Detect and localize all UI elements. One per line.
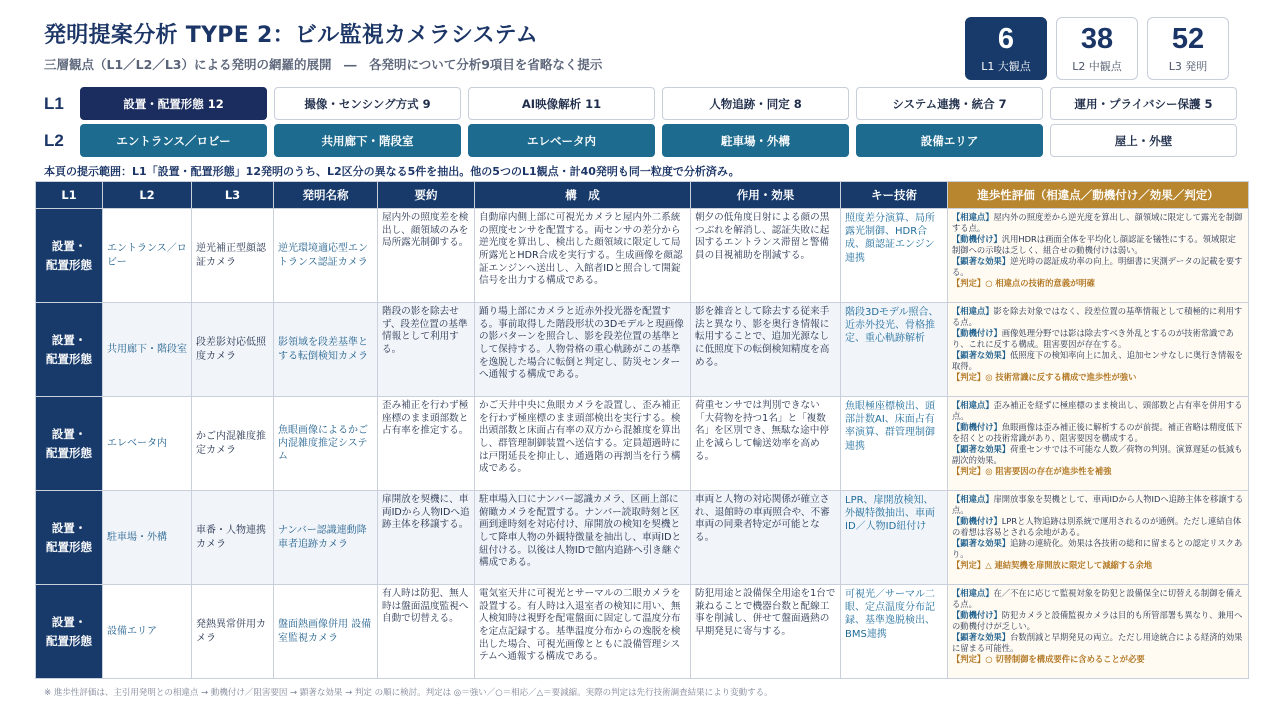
cell-l3: 車番・人物連携カメラ (192, 491, 274, 585)
eval-difference-key: 【相違点】 (952, 306, 994, 316)
stat-l1-card (965, 17, 1047, 80)
cell-invention-name: ナンバー認識連動降車者追跡カメラ (274, 491, 378, 585)
col-header-tech: キー技術 (841, 182, 948, 209)
cell-l2: エレベータ内 (103, 397, 192, 491)
l2-chip-equipment[interactable]: 設備エリア (856, 124, 1043, 157)
eval-motivation-key: 【動機付け】 (952, 609, 1002, 620)
table-row (36, 491, 1249, 585)
col-header-l1: L1 (36, 182, 103, 209)
cell-key-tech: 照度差分演算、局所露光制御、HDR合成、顔認証エンジン連携 (841, 209, 948, 303)
table-row (36, 585, 1249, 679)
eval-effect-text: 追跡の連続化。効果は各技術の総和に留まるとの認定リスクあり。 (952, 537, 1243, 559)
stat-l3-number: 52 (1171, 23, 1205, 55)
cell-l3: 逆光補正型顔認証カメラ (192, 209, 274, 303)
eval-verdict: 【判定】◎ 技術常識に反する構成で進歩性が強い (952, 371, 1137, 382)
l2-chip-corridor[interactable]: 共用廊下・階段室 (274, 124, 461, 157)
cell-l1: 設置・ 配置形態 (36, 303, 103, 397)
cell-l1: 設置・ 配置形態 (36, 585, 103, 679)
table-row (36, 397, 1249, 491)
col-header-l2: L2 (103, 182, 192, 209)
eval-effect (952, 256, 1244, 278)
eval-difference (952, 494, 1244, 516)
eval-effect-key: 【顕著な効果】 (952, 537, 1011, 548)
l2-chip-entrance[interactable]: エントランス／ロビー (80, 124, 267, 157)
l1-chip-integration[interactable]: システム連携・統合 7 (856, 87, 1043, 120)
table-header-row (36, 182, 1249, 209)
l1-chip-row (80, 87, 1237, 120)
cell-effect: 防犯用途と設備保全用途を1台で兼ねることで機器台数と配線工事を削減し、併せて盤面過熱の早期発見に寄与する。 (691, 585, 841, 679)
eval-motivation-key: 【動機付け】 (952, 327, 1002, 338)
cell-evaluation (948, 585, 1249, 679)
cell-key-tech: 階段3Dモデル照合、近赤外投光、骨格推定、重心軌跡解析 (841, 303, 948, 397)
l2-chip-parking[interactable]: 駐車場・外構 (662, 124, 849, 157)
eval-difference-text: 影を除去対象ではなく、段差位置の基準情報として積極的に利用する点。 (952, 306, 1243, 327)
cell-l2: 設備エリア (103, 585, 192, 679)
eval-difference (952, 212, 1244, 234)
table-row (36, 209, 1249, 303)
l2-row-label: L2 (44, 131, 64, 150)
eval-effect-text: 低照度下の検知率向上に加え、追加センサなしに奥行き情報を取得。 (952, 349, 1243, 371)
eval-difference-text: 在／不在に応じて監視対象を防犯と設備保全に切替える制御を備える点。 (952, 588, 1243, 609)
footnote: ※ 進歩性評価は、主引用発明との相違点 → 動機付け／阻害要因 → 顕著な効果 → 判定 の順に検討。判定は ◎＝強い／○＝相応／△＝要減縮。実際の判定は先行技術調査結果により変動する。 (44, 688, 773, 698)
cell-evaluation (948, 303, 1249, 397)
eval-motivation-text: 画像処理分野では影は除去すべき外乱とするのが技術常識であり、これに反する構成。阻害要因が存在する。 (952, 327, 1234, 349)
cell-summary: 歪み補正を行わず極座標のまま頭部数と占有率を推定する。 (378, 397, 475, 491)
eval-difference (952, 306, 1244, 328)
eval-difference-key: 【相違点】 (952, 494, 994, 504)
l2-chip-rooftop[interactable]: 屋上・外壁 (1050, 124, 1237, 157)
cell-evaluation (948, 209, 1249, 303)
l1-chip-privacy[interactable]: 運用・プライバシー保護 5 (1050, 87, 1237, 120)
cell-l3: 発熱異常併用カメラ (192, 585, 274, 679)
eval-difference-text: 歪み補正を経ずに極座標のまま検出し、頭部数と占有率を併用する点。 (952, 400, 1243, 421)
page-subtitle: 三層観点（L1／L2／L3）による発明の網羅的展開 ― 各発明について分析9項目を省略なく提示 (44, 57, 603, 72)
cell-summary: 階段の影を除去せず、段差位置の基準情報として利用する。 (378, 303, 475, 397)
eval-motivation-key: 【動機付け】 (952, 515, 1002, 526)
cell-key-tech: 魚眼極座標検出、頭部計数AI、床面占有率演算、群管理制御連携 (841, 397, 948, 491)
cell-summary: 有人時は防犯、無人時は盤面温度監視へ自動で切替える。 (378, 585, 475, 679)
cell-evaluation (948, 397, 1249, 491)
eval-difference-text: 屋内外の照度差から逆光度を算出し、顔領域に限定して露光を制御する点。 (952, 212, 1243, 233)
l2-chip-elevator[interactable]: エレベータ内 (468, 124, 655, 157)
eval-effect-key: 【顕著な効果】 (952, 631, 1011, 642)
eval-effect-key: 【顕著な効果】 (952, 443, 1011, 454)
cell-effect: 朝夕の低角度日射による顔の黒つぶれを解消し、認証失敗に起因するエントランス滞留と警備員の目視補助を削減する。 (691, 209, 841, 303)
cell-configuration: 踊り場上部にカメラと近赤外投光器を配置する。事前取得した階段形状の3Dモデルと現画像の影パターンを照合し、影を段差位置の基準として保持する。人物骨格の重心軌跡がこの基準を逸脱した場合に転倒と判定し、防災センターへ通報する構成である。 (475, 303, 691, 397)
cell-invention-name: 影領域を段差基準とする転倒検知カメラ (274, 303, 378, 397)
analysis-table (35, 181, 1249, 679)
eval-motivation-key: 【動機付け】 (952, 233, 1002, 244)
eval-effect-key: 【顕著な効果】 (952, 255, 1011, 266)
l1-chip-ai-analysis[interactable]: AI映像解析 11 (468, 87, 655, 120)
eval-verdict: 【判定】○ 切替制御を構成要件に含めることが必要 (952, 653, 1145, 664)
cell-l2: エントランス／ロビー (103, 209, 192, 303)
cell-l2: 共用廊下・階段室 (103, 303, 192, 397)
l1-chip-imaging[interactable]: 撮像・センシング方式 9 (274, 87, 461, 120)
cell-invention-name: 逆光環境適応型エントランス認証カメラ (274, 209, 378, 303)
eval-motivation (952, 328, 1244, 350)
cell-l3: 段差影対応低照度カメラ (192, 303, 274, 397)
eval-effect-key: 【顕著な効果】 (952, 349, 1011, 360)
cell-l1: 設置・ 配置形態 (36, 491, 103, 585)
eval-motivation (952, 234, 1244, 256)
page-title: 発明提案分析 TYPE 2：ビル監視カメラシステム (44, 23, 539, 48)
eval-motivation-text: LPRと人物追跡は別系統で運用されるのが通例。ただし連結自体の着想は容易とされる余地がある。 (952, 515, 1242, 537)
eval-difference-key: 【相違点】 (952, 212, 994, 222)
cell-l1: 設置・ 配置形態 (36, 209, 103, 303)
l1-chip-tracking[interactable]: 人物追跡・同定 8 (662, 87, 849, 120)
cell-key-tech: 可視光／サーマル二眼、定点温度分布記録、基準逸脱検出、BMS連携 (841, 585, 948, 679)
cell-summary: 屋内外の照度差を検出し、顔領域のみを局所露光制御する。 (378, 209, 475, 303)
cell-configuration: 駐車場入口にナンバー認識カメラ、区画上部に俯瞰カメラを配置する。ナンバー読取時刻と区画到達時刻を対応付け、扉開放の検知を契機として降車人物の外観特徴量を抽出し、車両IDと紐付ける。以後は人物IDで館内追跡へ引き継ぐ構成である。 (475, 491, 691, 585)
cell-l2: 駐車場・外構 (103, 491, 192, 585)
eval-difference-text: 扉開放事象を契機として、車両IDから人物IDへ追跡主体を移譲する点。 (952, 494, 1244, 515)
eval-effect (952, 538, 1244, 560)
eval-difference-key: 【相違点】 (952, 588, 994, 598)
cell-configuration: かご天井中央に魚眼カメラを設置し、歪み補正を行わず極座標のまま頭部検出を実行する。検出頭部数と床面占有率の双方から混雑度を算出し、群管理制御装置へ送信する。定員超過時には戸閉延長を抑止し、通過階の再割当を行う構成である。 (475, 397, 691, 491)
l1-row-label: L1 (44, 94, 64, 113)
cell-l3: かご内混雑度推定カメラ (192, 397, 274, 491)
stat-l3-card (1147, 17, 1229, 80)
cell-effect: 影を雑音として除去する従来手法と異なり、影を奥行き情報に転用することで、追加光源なしに低照度下の転倒検知精度を高める。 (691, 303, 841, 397)
l2-chip-row (80, 124, 1237, 157)
eval-motivation-text: 魚眼画像は歪み補正後に解析するのが前提。補正省略は精度低下を招くとの技術常識があり、阻害要因を構成する。 (952, 421, 1243, 443)
stat-l3-label: L3 発明 (1168, 60, 1208, 73)
eval-motivation (952, 422, 1244, 444)
stat-l2-label: L2 中観点 (1072, 60, 1122, 73)
cell-summary: 扉開放を契機に、車両IDから人物IDへ追跡主体を移譲する。 (378, 491, 475, 585)
eval-verdict: 【判定】◎ 阻害要因の存在が進歩性を補強 (952, 465, 1112, 476)
eval-motivation (952, 610, 1244, 632)
cell-effect: 荷重センサでは判別できない「大荷物を持つ1名」と「複数名」を区別でき、無駄な途中停止を減らして輸送効率を高める。 (691, 397, 841, 491)
cell-invention-name: 盤面熱画像併用 設備室監視カメラ (274, 585, 378, 679)
eval-effect (952, 632, 1244, 654)
eval-difference (952, 400, 1244, 422)
table-row (36, 303, 1249, 397)
eval-motivation (952, 516, 1244, 538)
col-header-name: 発明名称 (274, 182, 378, 209)
eval-effect (952, 444, 1244, 466)
eval-effect-text: 荷重センサでは不可能な人数／荷物の判別。演算遅延の低減も副次的効果。 (952, 443, 1243, 465)
cell-effect: 車両と人物の対応関係が確立され、退館時の車両照合や、不審車両の同乗者特定が可能となる。 (691, 491, 841, 585)
stat-l2-number: 38 (1080, 23, 1114, 55)
eval-verdict: 【判定】○ 相違点の技術的意義が明確 (952, 277, 1095, 288)
eval-motivation-text: 汎用HDRは画面全体を平均化し顔認証を犠牲にする。領域限定制御への示唆は乏しく、組合せの動機付けは弱い。 (952, 233, 1236, 255)
eval-effect (952, 350, 1244, 372)
col-header-config: 構 成 (475, 182, 691, 209)
eval-difference (952, 588, 1244, 610)
stat-l1-number: 6 (997, 23, 1015, 55)
cell-invention-name: 魚眼画像によるかご内混雑度推定システム (274, 397, 378, 491)
col-header-summary: 要約 (378, 182, 475, 209)
scope-note: 本頁の提示範囲：L1「設置・配置形態」12発明のうち、L2区分の異なる5件を抽出。他の5つのL1観点・計40発明も同一粒度で分析済み。 (44, 165, 740, 178)
cell-configuration: 自動扉内側上部に可視光カメラと屋内外二系統の照度センサを配置する。両センサの差分から逆光度を算出し、検出した顔領域に限定して局所露光とHDR合成を実行する。生成画像を顔認証エンジンへ送出し、入館者IDと照合して開錠信号を出力する構成である。 (475, 209, 691, 303)
l1-chip-installation[interactable]: 設置・配置形態 12 (80, 87, 267, 120)
cell-l1: 設置・ 配置形態 (36, 397, 103, 491)
stat-l2-card (1056, 17, 1138, 80)
stat-l1-label: L1 大観点 (981, 60, 1031, 73)
cell-key-tech: LPR、扉開放検知、外観特徴抽出、車両ID／人物ID紐付け (841, 491, 948, 585)
eval-motivation-text: 防犯カメラと設備監視カメラは目的も所管部署も異なり、兼用への動機付けが乏しい。 (952, 609, 1243, 631)
eval-motivation-key: 【動機付け】 (952, 421, 1002, 432)
cell-evaluation (948, 491, 1249, 585)
eval-effect-text: 逆光時の認証成功率の向上。明細書に実測データの記載を要する。 (952, 255, 1243, 277)
eval-effect-text: 台数削減と早期発見の両立。ただし用途統合による経済的効果に留まる可能性。 (952, 631, 1243, 653)
col-header-effect: 作用・効果 (691, 182, 841, 209)
eval-verdict: 【判定】△ 連結契機を扉開放に限定して減縮する余地 (952, 559, 1153, 570)
col-header-evaluation: 進歩性評価（相違点／動機付け／効果／判定） (948, 182, 1249, 209)
cell-configuration: 電気室天井に可視光とサーマルの二眼カメラを設置する。有人時は入退室者の検知に用い、無人検知時は視野を配電盤面に固定して温度分布を定点記録する。基準温度分布からの逸脱を検出した場合、可視光画像とともに設備管理システムへ通報する構成である。 (475, 585, 691, 679)
eval-difference-key: 【相違点】 (952, 400, 994, 410)
col-header-l3: L3 (192, 182, 274, 209)
